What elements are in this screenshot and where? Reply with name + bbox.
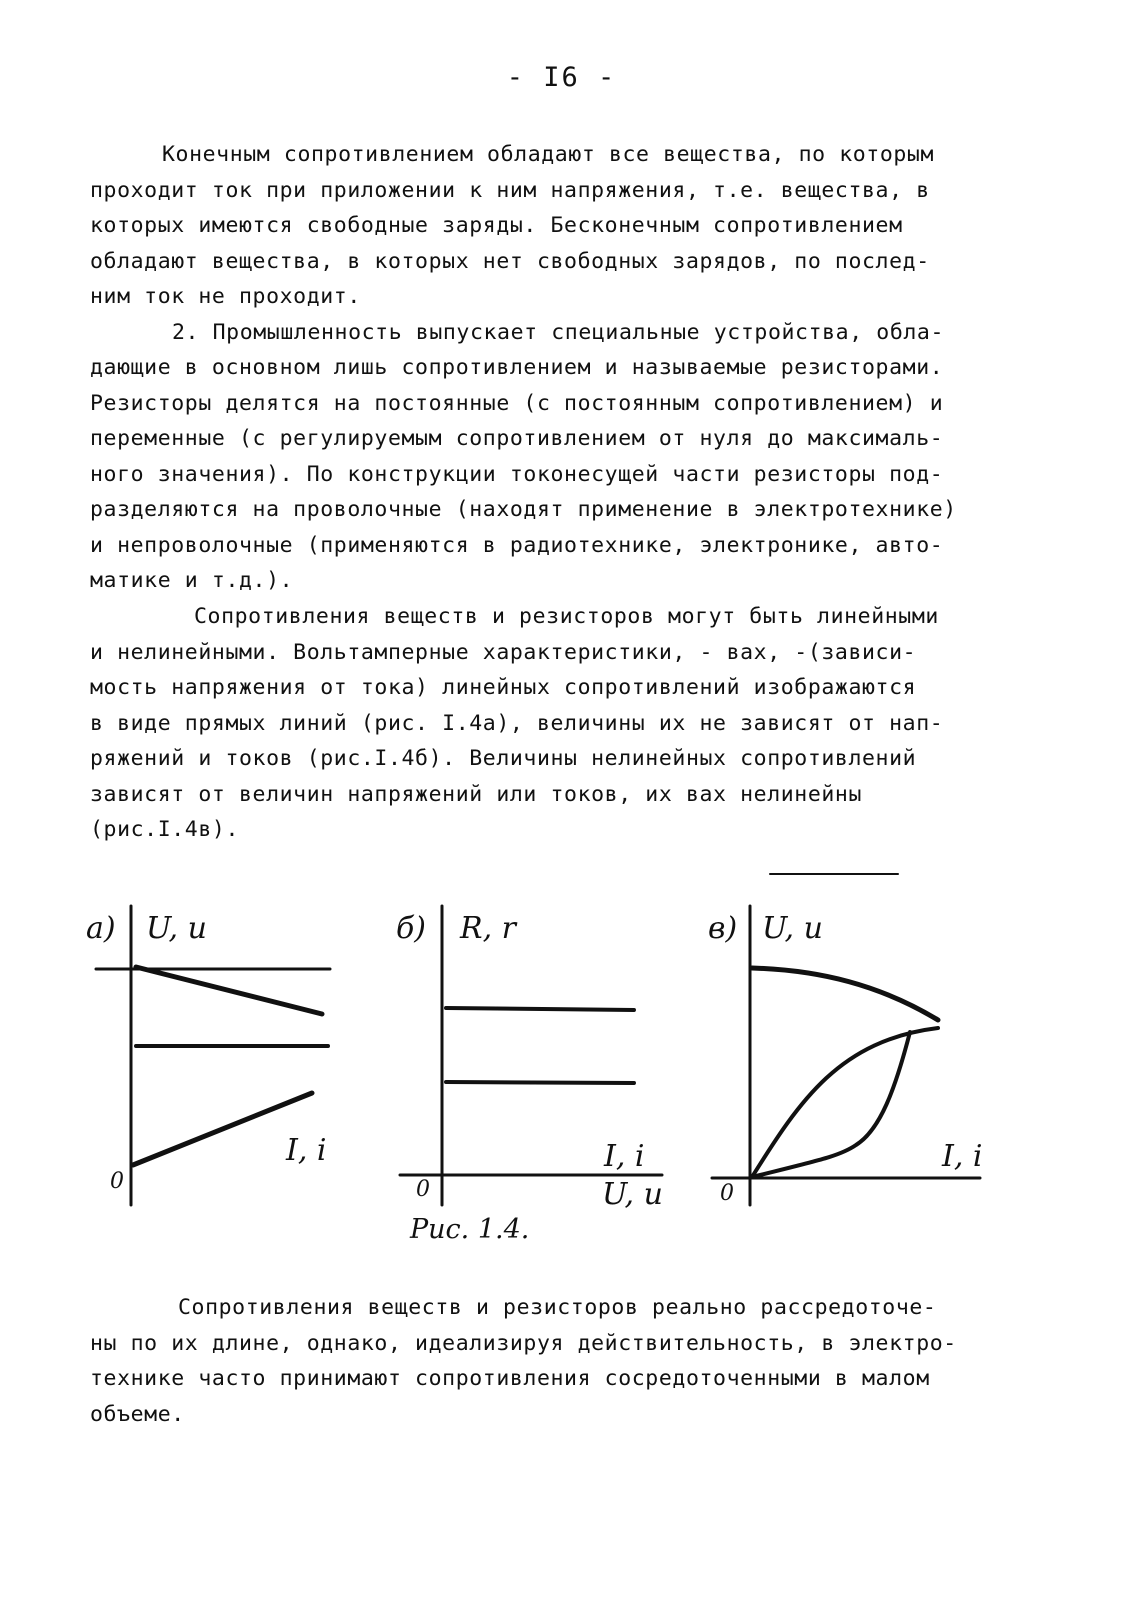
panel-c-curve-falling xyxy=(752,968,938,1020)
panel-b-curve-lower xyxy=(446,1082,634,1083)
text-line: зависят от величин напряжений или токов, их вах нелинейны xyxy=(90,781,863,807)
panel-c-x-label: I, i xyxy=(942,1139,983,1174)
text-line: переменные (с регулируемым сопротивлением от нуля до максималь- xyxy=(90,426,944,451)
text-line: матике и т.д.). xyxy=(90,568,294,593)
panel-b-x-label-1: I, i xyxy=(604,1139,645,1174)
panel-a-origin: 0 xyxy=(110,1169,124,1194)
text-line: мость напряжения от тока) линейных сопротивлений изображаются xyxy=(90,675,917,700)
panel-a xyxy=(86,906,330,1205)
page-number: - I6 - xyxy=(506,62,617,93)
text-line: 2. Промышленность выпускает специальные устройства, обла- xyxy=(172,319,945,345)
figure-caption: Рис. 1.4. xyxy=(410,1214,530,1245)
text-line: ряжений и токов (рис.I.4б). Величины нелинейных сопротивлений xyxy=(90,746,917,771)
panel-b-tag: б) xyxy=(396,911,427,946)
text-line: Сопротивления веществ и резисторов реально рассредоточе- xyxy=(178,1295,937,1320)
text-line: объеме. xyxy=(90,1401,185,1427)
panel-a-x-label: I, i xyxy=(286,1133,327,1168)
text-line: (рис.I.4в). xyxy=(90,817,239,842)
panel-b-curve-upper xyxy=(446,1008,634,1010)
text-line: ны по их длине, однако, идеализируя действительность, в электро- xyxy=(90,1330,957,1356)
paragraph-middle xyxy=(90,599,1050,848)
panel-c-curve-convex xyxy=(752,1032,910,1177)
panel-b-y-label: R, r xyxy=(460,911,517,946)
text-line: Конечным сопротивлением обладают все вещества, по которым xyxy=(162,142,935,167)
text-line: дающие в основном лишь сопротивлением и называемые резисторами. xyxy=(90,355,944,380)
panel-b-origin: 0 xyxy=(416,1177,430,1202)
paragraph-top xyxy=(90,137,1050,599)
panel-c-curve-concave xyxy=(752,1028,938,1177)
text-line: технике часто принимают сопротивления сосредоточенными в малом xyxy=(90,1366,930,1391)
panel-c-y-label: U, u xyxy=(762,911,823,946)
text-line: в виде прямых линий (рис. I.4а), величины их не зависят от нап- xyxy=(90,710,944,736)
figure-svg xyxy=(80,860,1040,1260)
panel-c xyxy=(708,906,983,1206)
paragraph-bottom xyxy=(90,1290,1050,1432)
text-line: Резисторы делятся на постоянные (с постоянным сопротивлением) и xyxy=(90,390,944,416)
panel-c-tag: в) xyxy=(708,911,738,946)
text-line: ним ток не проходит. xyxy=(90,284,361,309)
text-line: обладают вещества, в которых нет свободных зарядов, по послед- xyxy=(90,248,930,274)
panel-a-y-label: U, u xyxy=(146,911,207,946)
figure-1-4 xyxy=(80,860,1040,1260)
panel-a-curve-decreasing xyxy=(136,967,322,1014)
text-line: и непроволочные (применяются в радиотехнике, электронике, авто- xyxy=(90,532,944,558)
text-line: ного значения). По конструкции токонесущей части резисторы под- xyxy=(90,461,944,487)
text-line: разделяются на проволочные (находят применение в электротехнике) xyxy=(90,497,957,522)
text-line: Сопротивления веществ и резисторов могут быть линейными xyxy=(194,604,939,629)
text-line: и нелинейными. Вольтамперные характеристики, - вах, -(зависи- xyxy=(90,639,917,665)
panel-b-x-label-2: U, u xyxy=(602,1177,663,1212)
panel-c-origin: 0 xyxy=(720,1181,734,1206)
text-line: проходит ток при приложении к ним напряжения, т.е. вещества, в xyxy=(90,177,930,203)
text-line: которых имеются свободные заряды. Бесконечным сопротивлением xyxy=(90,213,903,238)
panel-b xyxy=(396,906,663,1212)
panel-a-tag: а) xyxy=(86,911,116,946)
